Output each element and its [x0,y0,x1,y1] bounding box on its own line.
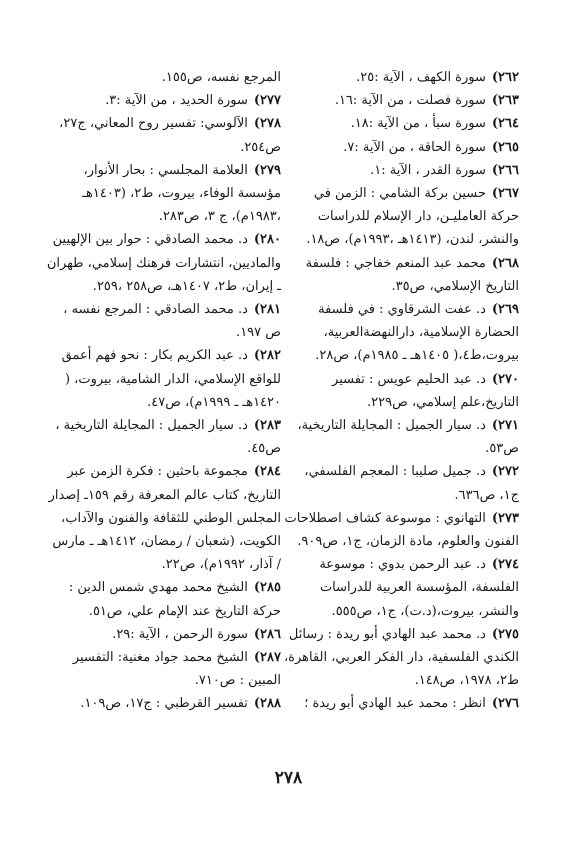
footnote [45,66,281,89]
footnote [283,112,519,135]
footnote [45,414,281,460]
footnote-number: ٢٧٩) [253,162,281,178]
footnote-text: تفسير القرطبي : ج١٧، ص١٠٩. [80,696,248,712]
footnote-number: ٢٧٧) [253,93,281,109]
footnote [283,159,519,182]
footnote-number: ٢٨٥) [253,580,281,596]
footnote-number: ٢٧١) [491,418,519,434]
footnote-text: الآلوسي: تفسير روح المعاني، ج٢٧، ص٢٥٤. [59,116,281,155]
footnote-number: ٢٦٦) [491,162,519,178]
footnote [283,460,519,506]
footnote [45,112,281,158]
footnote-text: د. عبد الكريم بكار : نحو فهم أعمق للواقع الإسلامي، الدار الشامية، بيروت، ( ١٤٢٠هـ ـ ١٩٩٩م)، ص٤٧. [61,348,281,410]
footnote-number: ٢٧٢) [491,464,519,480]
footnote-text: التهانوي : موسوعة كشاف اصطلاحات الفنون والعلوم، مادة الزمان، ج١، ص٩٠٩. [284,510,519,550]
footnote-number: ٢٧٠) [491,371,519,387]
footnote-number: ٢٧٥) [491,626,519,642]
footnote-number: ٢٦٥) [491,139,519,155]
footnote-text: سورة فصلت ، من الآية :١٦. [334,93,486,109]
footnote [283,692,519,715]
footnote-number: ٢٦٩) [491,302,519,318]
footnote [283,553,519,623]
footnote-number: ٢٦٢) [491,70,519,85]
footnote-number: ٢٨٠) [253,232,281,248]
footnote-text: د. محمد عبد الهادي أبو ريدة : رسائل الكندي الفلسفية، دار الفكر العربي، القاهرة، ط٢، ١٩٧٨، ص١٤٨. [283,626,519,689]
footnote-text: د. سيار الجميل : المجايلة التاريخية، ص٥٣. [297,418,519,457]
footnote-text: سورة الكهف ، الآية :٢٥. [356,70,486,85]
footnote-text: د. محمد الصادقي : المرجع نفسه ، ص ١٩٧. [63,302,281,341]
footnote-text: انظر : محمد عبد الهادي أبو ريدة ؛ [304,696,486,712]
page-number: ٢٧٨ [274,768,303,788]
footnote [45,692,281,715]
footnote [283,414,519,460]
footnote [45,89,281,112]
footnote [45,460,281,576]
footnote-text: سورة الحاقة ، من الآية :٧. [343,139,486,155]
footnote-text: سورة الرحمن ، الآية :٢٩. [112,626,248,642]
footnote-text: د. عبد الحليم عويس : تفسير التاريخ،علم إسلامي، ص٢٢٩. [332,371,519,410]
footnotes-left-column [45,66,281,716]
footnote-text: العلامة المجلسي : بحار الأنوار، مؤسسة الوفاء، بيروت، ط٢، (١٤٠٣هـ ،١٩٨٣م)، ج ٣، ص٢٨٣. [82,162,281,225]
footnote-text: الشيخ محمد جواد مغنية: التفسير المبين : ص٧١٠. [72,650,281,689]
footnote [45,646,281,692]
footnote [45,623,281,646]
footnote [283,89,519,112]
footnote-text: مجموعة باحثين : فكرة الزمن عبر التاريخ، كتاب عالم المعرفة رقم ١٥٩ـ إصدار المجلس الوطني للثقافة والفنون والآداب، الكويت، (شعبان / رمضان، ١٤١٢هـ ـ مارس / آذار، ١٩٩٢م)، ص٢٢. [48,464,281,573]
footnote [45,576,281,622]
footnote-text: د. عبد الرحمن بدوي : موسوعة الفلسفة، المؤسسة العربية للدراسات والنشر، بيروت،(د.ت)، ج١، ص٥٥٥. [319,557,519,619]
footnote [283,368,519,414]
footnote-text: الشيخ محمد مهدي شمس الدين : حركة التاريخ عند الإمام علي، ص٥١. [68,580,281,619]
footnote [283,252,519,298]
footnote-text: محمد عبد المنعم خفاجي : فلسفة التاريخ الإسلامي، ص٣٥. [305,255,519,294]
footnote-number: ٢٨٨) [253,696,281,712]
footnotes-right-column [283,66,519,716]
footnote-number: ٢٨٢) [253,348,281,364]
footnote [283,66,519,89]
footnote-number: ٢٦٤) [491,116,519,132]
footnote-number: ٢٧٨) [253,116,281,132]
footnote-number: ٢٨١) [253,302,281,318]
footnote-text: د. جميل صليبا : المعجم الفلسفي، ج١، ص٦٣٦. [304,464,519,503]
footnote [283,507,519,553]
footnote-number: ٢٧٦) [491,696,519,712]
footnote-text: د. محمد الصادقي : حوار بين الإلهيين والماديين، انتشارات فرهنك إسلامي، طهران ـ إيران، ط٢، ١٤٠٧هـ، ص٢٥٨ ،٢٥٩. [46,232,281,294]
footnote-text: سورة القدر ، الآية :١. [370,162,486,178]
footnote [283,182,519,252]
footnote-number: ٢٨٤) [253,464,281,480]
footnote-number: ٢٧٤) [491,557,519,573]
footnote-number: ٢٦٧) [491,186,519,202]
footnote-text: المرجع نفسه، ص١٥٥. [161,70,281,85]
footnote [283,623,519,693]
footnote-number: ٢٨٧) [253,650,281,666]
footnote [45,298,281,344]
footnote [45,228,281,298]
footnote-text: حسين بركة الشامي : الزمن في حركة العامليـن، دار الإسلام للدراسات والنشر، لندن، (١٤١٣هـ ،١٩٩٣م)، ص١٨. [306,186,519,248]
footnote [45,344,281,414]
footnote-text: سورة سبأ ، من الآية :١٨. [350,116,486,132]
footnote-number: ٢٦٣) [491,93,519,109]
footnote-text: د. عفت الشرقاوي : في فلسفة الحضارة الإسلامية، دارالنهضةالعربية، بيروت،ط٤،( ١٤٠٥هـ ـ ١٩٨٥م)، ص٢٨. [315,302,519,364]
footnote-text: د. سيار الجميل : المجايلة التاريخية ، ص٤٥. [55,418,281,457]
footnote-number: ٢٧٣) [491,510,519,526]
footnote-number: ٢٨٣) [253,418,281,434]
footnote-number: ٢٨٦) [253,626,281,642]
footnote [45,159,281,229]
footnote [283,136,519,159]
footnote-number: ٢٦٨) [491,255,519,271]
footnote-text: سورة الحديد ، من الآية :٣. [105,93,248,109]
footnote [283,298,519,368]
